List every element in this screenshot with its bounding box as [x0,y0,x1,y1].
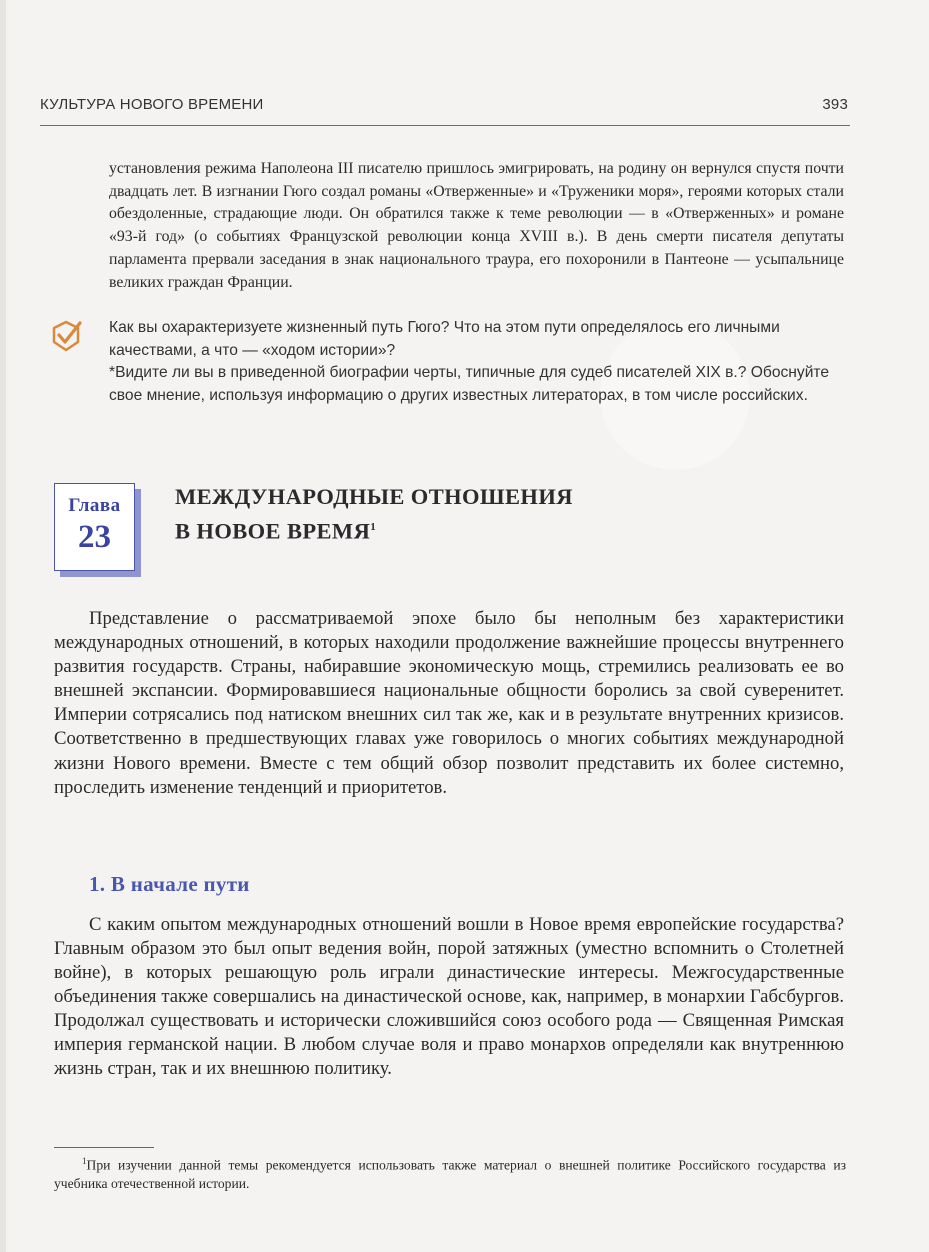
question-2: *Видите ли вы в приведенной биографии черты, типичные для судеб писателей XIX в.? Обоснуйте свое мнение, используя информацию о других известных литераторах, в том числе российских. [109,364,830,404]
section-heading: 1. В начале пути [89,872,250,896]
chapter-number: 23 [78,519,111,555]
review-questions [109,317,847,407]
section-paragraph: С каким опытом международных отношений вошли в Новое время европейские государства? Главным образом это был опыт ведения войн, порой затяжных (уместно вспомнить о Столетней войне), в которых решающую роль играли династические интересы. Межгосударственные объединения также совершались на династической основе, как, например, в монархии Габсбургов. Продолжал существовать и исторически сложившийся союз особого рода — Священная Римская империя германской нации. В любом случае воля и право монархов определяли как внутреннюю жизнь стран, так и их внешнюю политику. [54,914,844,1079]
chapter-title-text: В НОВОЕ ВРЕМЯ [175,518,371,544]
footnote-rule [54,1147,154,1148]
chapter-badge [54,483,135,571]
chapter-title [175,482,775,547]
footnote [54,1152,846,1193]
intro-paragraph: установления режима Наполеона III писателю пришлось эмигрировать, на родину он вернулся спустя почти двадцать лет. В изгнании Гюго создал романы «Отверженные» и «Труженики моря», героями которых стали обездоленные, страдающие люди. Он обратился также к теме революции — в «Отверженных» и романе «93-й год» (о событиях Французской революции конца XVIII в.). В день смерти писателя депутаты парламента прервали заседания в знак национального траура, его похоронили в Пантеоне — усыпальнице великих граждан Франции. [109,160,844,291]
header-rule [40,125,850,126]
page-edge [0,0,6,1252]
running-header [40,96,848,113]
question-1: Как вы охарактеризуете жизненный путь Гюго? Что на этом пути определялось его личными качествами, а что — «ходом истории»? [109,319,780,359]
check-icon [48,318,84,354]
footnote-mark: 1 [82,1156,87,1166]
footnote-text: При изучении данной темы рекомендуется использовать также материал о внешней политике Российского государства из учебника отечественной истории. [54,1157,846,1191]
chapter-title-line-2 [175,512,775,547]
page-number: 393 [822,96,848,113]
header-section-title: КУЛЬТУРА НОВОГО ВРЕМЕНИ [40,96,264,113]
chapter-intro-paragraph: Представление о рассматриваемой эпохе было бы неполным без характеристики международных отношений, в которых находили продолжение важнейшие процессы внутреннего развития государств. Страны, набиравшие экономическую мощь, стремились реализовать ее во внешней экспансии. Формировавшиеся национальные общности боролись за свой суверенитет. Империи сотрясались под натиском внешних сил так же, как и в результате внутренних кризисов. Соответственно в предшествующих главах уже говорилось о многих событиях международной жизни Нового времени. Вместе с тем общий обзор позволит представить их более системно, проследить изменение тенденций и приоритетов. [54,608,844,798]
chapter-title-line-1: МЕЖДУНАРОДНЫЕ ОТНОШЕНИЯ [175,484,573,509]
chapter-label: Глава [68,495,121,516]
footnote-reference: 1 [370,521,377,533]
